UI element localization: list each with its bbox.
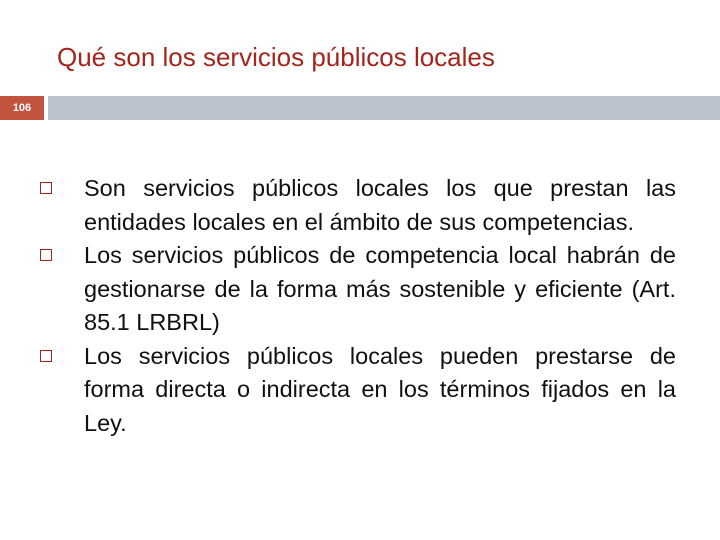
slide-title: Qué son los servicios públicos locales [57, 42, 495, 72]
square-bullet-icon [40, 182, 52, 194]
square-bullet-icon [40, 350, 52, 362]
list-item [40, 239, 676, 340]
slide-number-badge [0, 96, 44, 120]
bullet-text: Los servicios públicos de competencia local habrán de gestionarse de la forma más sostenible y eficiente (Art. 85.1 LRBRL) [84, 242, 676, 335]
bullet-text: Son servicios públicos locales los que prestan las entidades locales en el ámbito de sus competencias. [84, 175, 676, 235]
bullet-list [40, 172, 676, 440]
list-item [40, 340, 676, 441]
slide-number: 106 [12, 102, 32, 114]
bullet-text: Los servicios públicos locales pueden prestarse de forma directa o indirecta en los términos fijados en la Ley. [84, 342, 676, 436]
square-bullet-icon [40, 249, 52, 261]
header-rule [48, 96, 720, 120]
list-item [40, 172, 676, 239]
